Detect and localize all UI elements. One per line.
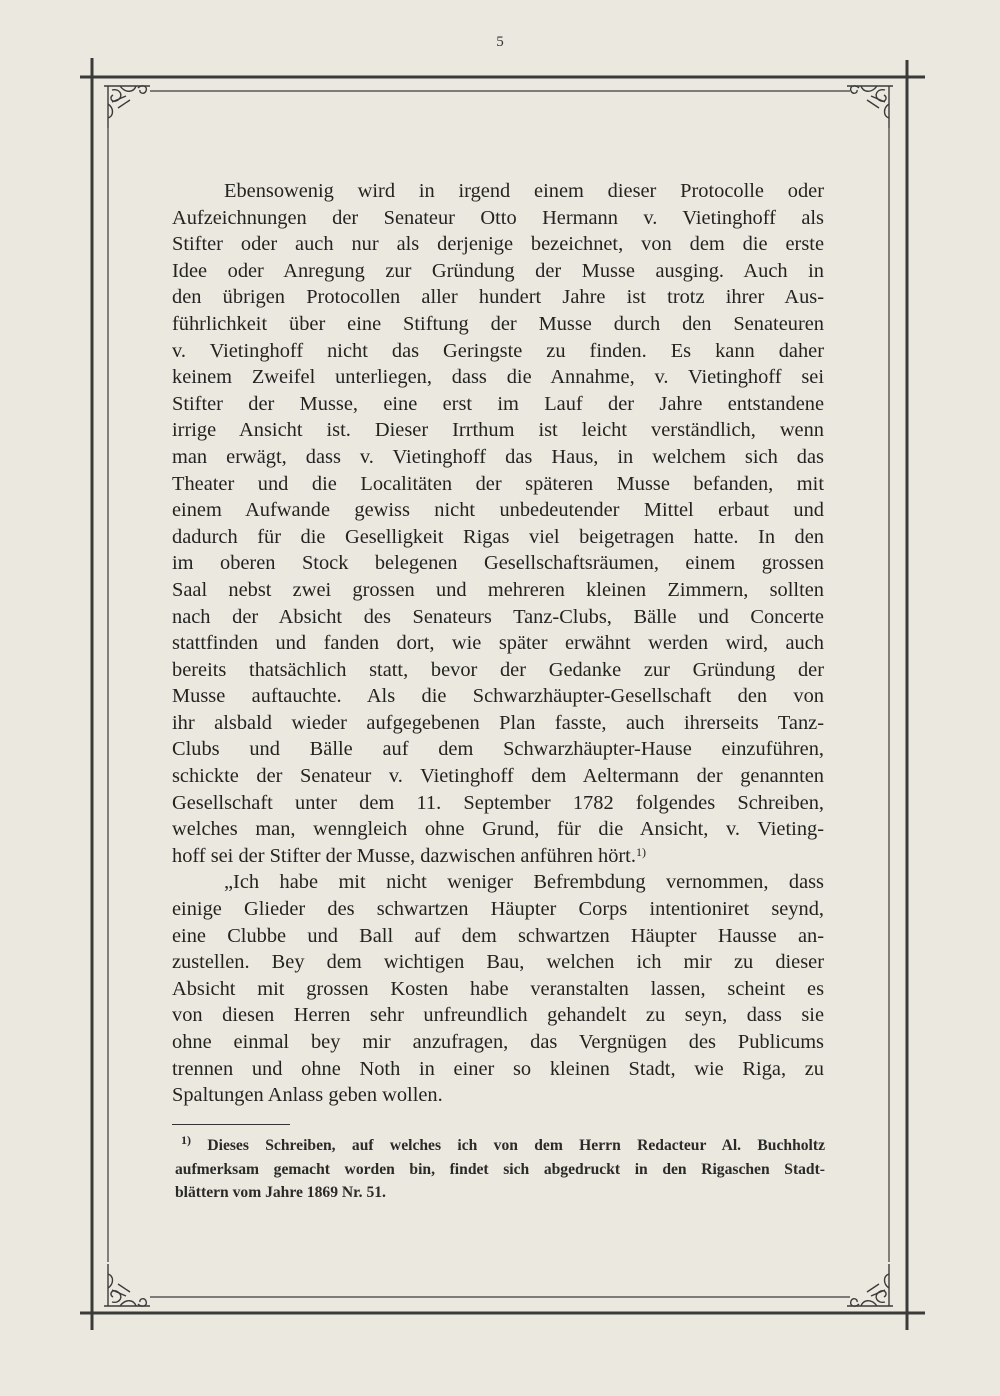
text-line: v. Vietinghoff nicht das Geringste zu finden. Es kann daher <box>172 339 824 362</box>
text-line: trennen und ohne Noth in einer so kleinen Stadt, wie Riga, zu <box>172 1057 824 1080</box>
text-line: stattfinden und fanden dort, wie später erwähnt werden wird, auch <box>172 632 824 655</box>
text-line: einem Aufwande gewiss nicht unbedeutender Mittel erbaut und <box>172 499 824 522</box>
footnote-marker: 1) <box>181 1133 191 1147</box>
text-line: ohne einmal bey mir anzufragen, das Vergnügen des Publicums <box>172 1031 824 1053</box>
footnote <box>175 1134 825 1205</box>
body-text <box>172 178 824 1109</box>
text-line: welches man, wenngleich ohne Grund, für die Ansicht, v. Vieting- <box>172 818 824 841</box>
text-line: Spaltungen Anlass geben wollen. <box>172 1084 443 1107</box>
corner-ornament-bottom-right-icon <box>847 1264 893 1306</box>
text-line: Theater und die Localitäten der späteren Musse befanden, mit <box>172 472 824 495</box>
text-line: einige Glieder des schwartzen Häupter Corps intentioniret seynd, <box>172 898 824 921</box>
text-line: von diesen Herren sehr unfreundlich gehandelt zu seyn, dass sie <box>172 1004 824 1027</box>
text-line: keinem Zweifel unterliegen, dass die Annahme, v. Vietinghoff sei <box>172 366 824 389</box>
text-line: man erwägt, dass v. Vietinghoff das Haus, in welchem sich das <box>172 445 824 468</box>
text-line: den übrigen Protocollen aller hundert Jahre ist trotz ihrer Aus- <box>172 286 824 309</box>
text-line: Musse auftauchte. Als die Schwarzhäupter-Gesellschaft den von <box>172 685 824 708</box>
text-line: irrige Ansicht ist. Dieser Irrthum ist leicht verständlich, wenn <box>172 419 824 442</box>
corner-ornament-bottom-left-icon <box>104 1264 150 1306</box>
text-line: führlichkeit über eine Stiftung der Musse durch den Senateuren <box>172 312 824 335</box>
text-line: Absicht mit grossen Kosten habe veranstalten lassen, scheint es <box>172 977 824 1000</box>
text-line: im oberen Stock belegenen Gesellschaftsräumen, einem grossen <box>172 552 824 575</box>
footnote-line: blättern vom Jahre 1869 Nr. 51. <box>175 1184 386 1201</box>
corner-ornament-top-left-icon <box>104 86 150 128</box>
footnote-reference: 1) <box>635 844 646 859</box>
footnote-divider <box>172 1124 290 1125</box>
text-line: dadurch für die Geselligkeit Rigas viel beigetragen hatte. In den <box>172 525 824 548</box>
text-line: Gesellschaft unter dem 11. September 1782 folgendes Schreiben, <box>172 791 824 814</box>
corner-ornament-top-right-icon <box>847 86 893 128</box>
text-line: „Ich habe mit nicht weniger Befrembdung vernommen, dass <box>224 871 824 894</box>
text-line-content: hoff sei der Stifter der Musse, dazwischen anführen hört. <box>172 844 636 867</box>
text-line: Stifter der Musse, eine erst im Lauf der Jahre entstandene <box>172 392 824 415</box>
footnote-line-content: Dieses Schreiben, auf welches ich von dem Herrn Redacteur Al. Buchholtz <box>207 1137 825 1154</box>
text-line: Clubs und Bälle auf dem Schwarzhäupter-Hause einzuführen, <box>172 738 824 761</box>
text-line: bereits thatsächlich statt, bevor der Gedanke zur Gründung der <box>172 658 824 681</box>
text-line: schickte der Senateur v. Vietinghoff dem Aeltermann der genannten <box>172 765 824 788</box>
footnote-line: aufmerksam gemacht worden bin, findet sich abgedruckt in den Rigaschen Stadt- <box>175 1160 825 1178</box>
text-line: Aufzeichnungen der Senateur Otto Hermann v. Vietinghoff als <box>172 206 824 229</box>
footnote-line <box>175 1134 825 1158</box>
text-line: Idee oder Anregung zur Gründung der Musse ausging. Auch in <box>172 259 824 282</box>
page-number: 5 <box>496 34 504 50</box>
text-line: Ebensowenig wird in irgend einem dieser Protocolle oder <box>224 180 824 202</box>
text-line: eine Clubbe und Ball auf dem schwartzen Häupter Hausse an- <box>172 924 824 947</box>
text-line: zustellen. Bey dem wichtigen Bau, welchen ich mir zu dieser <box>172 951 824 974</box>
text-line: nach der Absicht des Senateurs Tanz-Clubs, Bälle und Concerte <box>172 605 824 628</box>
text-line <box>172 843 824 870</box>
text-line: ihr alsbald wieder aufgegebenen Plan fasste, auch ihrerseits Tanz- <box>172 711 824 734</box>
text-line: Stifter oder auch nur als derjenige bezeichnet, von dem die erste <box>172 233 824 256</box>
text-line: Saal nebst zwei grossen und mehreren kleinen Zimmern, sollten <box>172 578 824 601</box>
